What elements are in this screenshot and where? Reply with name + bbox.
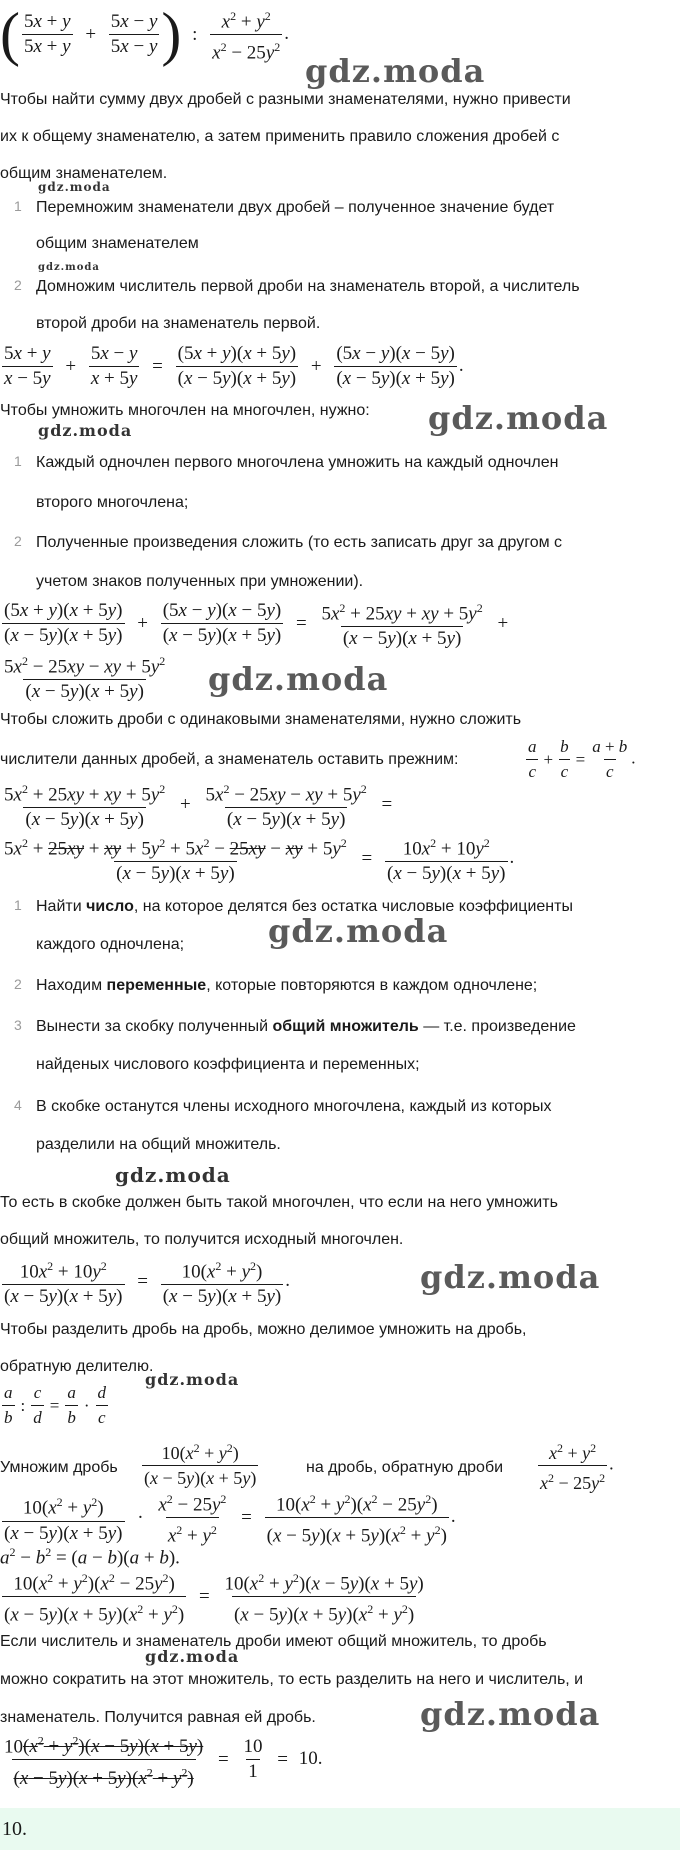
- watermark: gdz.moda: [428, 399, 609, 437]
- expr-sum: $\frac{5x^2 + 25xy + xy + 5y^2}{(x - 5y)(x + 5y)}$ + $\frac{5x^2 - 25xy - xy + 5y^2}{(x - 5y)(x + 5y)}$ =: [4, 782, 393, 831]
- expr-factored: $\frac{10(x^2 + y^2)(x^2 - 25y^2)}{(x - 5y)(x + 5y)(x^2 + y^2)}$ = $\frac{10(x^2 + y^2)(x - 5y)(x + 5y)}{(x - 5y)(x + 5y)(x^2 + y^2)}$: [4, 1571, 424, 1626]
- list-text: учетом знаков полученных при умножении).: [36, 573, 364, 590]
- expr-rule-div: $\frac{a}{b}$ : $\frac{c}{d}$ = $\frac{a}{b}$ · $\frac{d}{c}$: [4, 1383, 106, 1427]
- paragraph: Чтобы найти сумму двух дробей с разными знаменателями, нужно привести: [0, 91, 571, 108]
- list-number: 3: [14, 1017, 22, 1033]
- list-number: 1: [14, 897, 22, 913]
- list-text-part: Вынести за скобку полученный: [36, 1018, 273, 1035]
- watermark: gdz.moda: [38, 262, 100, 273]
- list-text: В скобке останутся члены исходного многочлена, каждый из которых: [36, 1098, 552, 1115]
- expr-factor: $\frac{10x^2 + 10y^2}{(x - 5y)(x + 5y)}$ = $\frac{10(x^2 + y^2)}{(x - 5y)(x + 5y)}$ .: [4, 1259, 290, 1308]
- list-text-part: , которые повторяются в каждом одночлене;: [206, 977, 538, 994]
- expr-inline-2: $\frac{x^2 + y^2}{x^2 - 25y^2}$ .: [540, 1441, 614, 1493]
- expr-initial: ( $\frac{5x + y}{5x + y}$ + $\frac{5x - y}{5x - y}$ ) : $\frac{x^2 + y^2}{x^2 - 25y^2}$ .: [0, 1, 289, 67]
- expr-expand-cont: $\frac{5x^2 - 25xy - xy + 5y^2}{(x - 5y)(x + 5y)}$: [4, 654, 166, 703]
- list-text-bold: переменные: [106, 977, 207, 994]
- list-text: [36, 976, 537, 996]
- list-text: Перемножим знаменатели двух дробей – полученное значение будет: [36, 199, 555, 216]
- watermark: gdz.moda: [420, 1258, 601, 1296]
- watermark: gdz.moda: [115, 1163, 231, 1187]
- list-number: 1: [14, 198, 22, 214]
- list-text-bold: общий множитель: [272, 1018, 419, 1035]
- list-text: найденых числового коэффициента и переменных;: [36, 1056, 420, 1073]
- list-text: второй дроби на знаменатель первой.: [36, 315, 321, 332]
- paragraph: обратную делителю.: [0, 1358, 154, 1375]
- answer-value: 10.: [2, 1818, 27, 1840]
- watermark: gdz.moda: [305, 52, 486, 90]
- paragraph: Чтобы умножить многочлен на многочлен, нужно:: [0, 402, 370, 419]
- paragraph: Чтобы разделить дробь на дробь, можно делимое умножить на дробь,: [0, 1321, 527, 1338]
- watermark: gdz.moda: [38, 180, 111, 194]
- list-text: каждого одночлена;: [36, 936, 185, 953]
- paragraph: Умножим дробь: [0, 1459, 118, 1476]
- list-number: 1: [14, 453, 22, 469]
- paragraph: общий множитель, то получится исходный многочлен.: [0, 1231, 404, 1248]
- watermark: gdz.moda: [268, 912, 449, 950]
- list-text-part: , на которое делятся без остатка числовые коэффициенты: [133, 898, 573, 915]
- watermark: gdz.moda: [145, 1647, 240, 1666]
- expr-multiply: $\frac{10(x^2 + y^2)}{(x - 5y)(x + 5y)}$ · $\frac{x^2 - 25y^2}{x^2 + y^2}$ = $\frac{10(x^2 + y^2)(x^2 - 25y^2)}{(x - 5y)(x + 5y)(x^2 + y^2)}$ .: [4, 1492, 456, 1547]
- list-text: [36, 1017, 576, 1037]
- expr-cancel: $\frac{10(x^2 + y^2)(x - 5y)(x + 5y)}{(x - 5y)(x + 5y)(x^2 + y^2)}$ = $\frac{10}{1}$ = 10.: [4, 1734, 323, 1789]
- paragraph: Чтобы сложить дроби с одинаковыми знаменателями, нужно сложить: [0, 711, 522, 728]
- list-text: второго многочлена;: [36, 494, 189, 511]
- expr-inline-1: $\frac{10(x^2 + y^2)}{(x - 5y)(x + 5y)}$: [144, 1441, 257, 1488]
- watermark: gdz.moda: [208, 660, 389, 698]
- list-number: 4: [14, 1097, 22, 1113]
- list-text-part: — т.е. произведение: [418, 1018, 576, 1035]
- expr-rule-add: $\frac{a}{c}$ + $\frac{b}{c}$ = $\frac{a + b}{c}$ .: [528, 737, 636, 781]
- paragraph: числители данных дробей, а знаменатель оставить прежним:: [0, 751, 459, 768]
- list-number: 2: [14, 976, 22, 992]
- list-text-part: Находим: [36, 977, 107, 994]
- paragraph: можно сократить на этот множитель, то есть разделить на него и числитель, и: [0, 1671, 584, 1688]
- list-number: 2: [14, 533, 22, 549]
- list-text: общим знаменателем: [36, 235, 199, 252]
- watermark: gdz.moda: [38, 421, 133, 440]
- list-text: Домножим числитель первой дроби на знаменатель второй, а числитель: [36, 278, 580, 295]
- list-text-bold: число: [86, 898, 134, 915]
- expr-expand: $\frac{(5x + y)(x + 5y)}{(x - 5y)(x + 5y)}$ + $\frac{(5x - y)(x - 5y)}{(x - 5y)(x + 5y)}$ = $\frac{5x^2 + 25xy + xy + 5y^2}{(x - 5y)(x + 5y)}$ +: [4, 600, 509, 650]
- paragraph: общим знаменателем.: [0, 165, 168, 182]
- expr-identity: $a^2 - b^2 = (a - b)(a + b)$.: [0, 1545, 180, 1569]
- watermark: gdz.moda: [145, 1370, 240, 1389]
- paragraph: на дробь, обратную дроби: [306, 1459, 504, 1476]
- paragraph: их к общему знаменателю, а затем применить правило сложения дробей с: [0, 128, 560, 145]
- list-text: Полученные произведения сложить (то есть записать друг за другом с: [36, 534, 563, 551]
- expr-sum-result: $\frac{5x^2 + 25xy + xy + 5y^2 + 5x^2 - 25xy - xy + 5y^2}{(x - 5y)(x + 5y)}$ = $\frac{10x^2 + 10y^2}{(x - 5y)(x + 5y)}$ .: [4, 836, 515, 885]
- list-text: Каждый одночлен первого многочлена умножить на каждый одночлен: [36, 454, 559, 471]
- list-text: разделили на общий множитель.: [36, 1136, 281, 1153]
- paragraph: Если числитель и знаменатель дроби имеют общий множитель, то дробь: [0, 1633, 547, 1650]
- watermark: gdz.moda: [420, 1695, 601, 1733]
- paragraph: знаменатель. Получится равная ей дробь.: [0, 1709, 316, 1726]
- list-text-part: Найти: [36, 898, 87, 915]
- answer-box: [0, 1808, 680, 1850]
- list-number: 2: [14, 277, 22, 293]
- paragraph: То есть в скобке должен быть такой многочлен, что если на него умножить: [0, 1194, 558, 1211]
- expr-common-denominator: $\frac{5x + y}{x - 5y}$ + $\frac{5x - y}{x + 5y}$ = $\frac{(5x + y)(x + 5y)}{(x - 5y)(x + 5y)}$ + $\frac{(5x - y)(x - 5y)}{(x - 5y)(x + 5y)}$ .: [4, 343, 464, 389]
